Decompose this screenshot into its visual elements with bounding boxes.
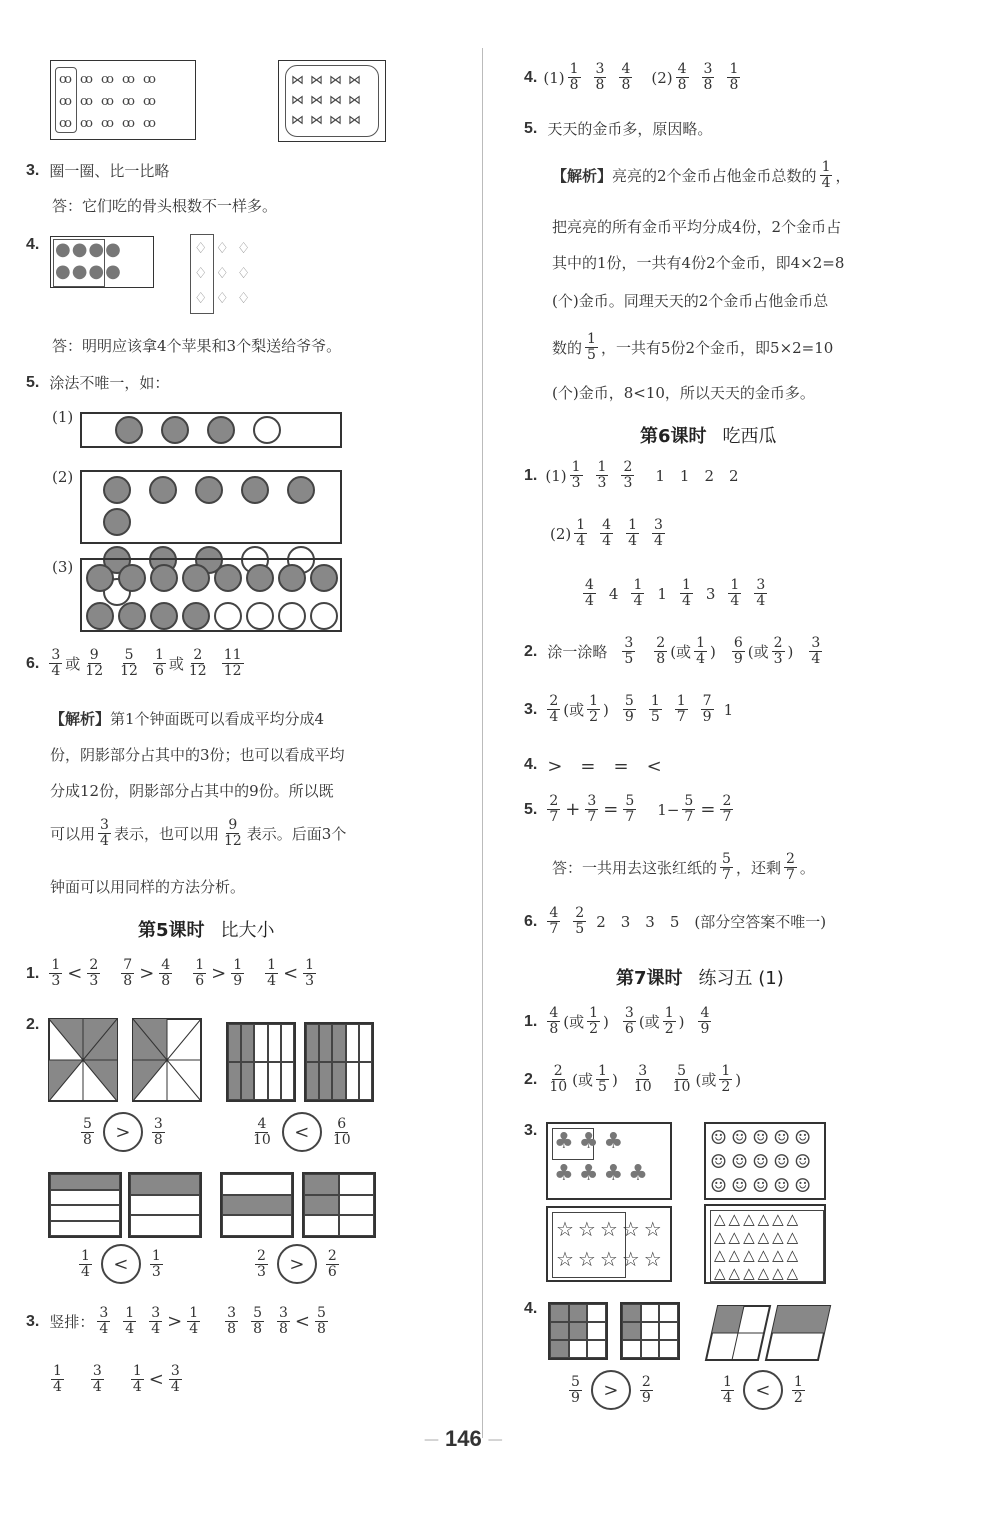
left-q6-number: 6. (26, 654, 40, 672)
rect-diagram-1-3 (128, 1172, 202, 1238)
or-text: 或 (65, 655, 81, 673)
l6q1-row3: $\frac{4}{4}$ 4 $\frac{1}{4}$ 1 $\frac{1}{4}$ 3 $\frac{1}{4}$ $\frac{3}{4}$ (585, 577, 766, 609)
square-diagram-5-8 (48, 1018, 118, 1102)
lesson6-heading: 第6课时 吃西瓜 (640, 426, 777, 447)
fraction: $\frac{9}{12}$ (85, 647, 104, 679)
l6q3-row: 3. $\frac{2}{4}$ (或 $\frac{1}{2}$ ) $\frac{5}{9}$ $\frac{1}{5}$ $\frac{1}{7}$ $\frac{7}{9}$ 1 (524, 693, 734, 725)
lesson7-heading: 第7课时 练习五 (1) (616, 968, 784, 989)
l7q3-number: 3. (524, 1122, 538, 1139)
rect-diagram-2-3 (220, 1172, 294, 1238)
left-q5-number: 5. (26, 373, 40, 391)
rect-diagram-1-4 (48, 1172, 122, 1238)
right-q4-row: 4. (1) $\frac{1}{8}$ $\frac{3}{8}$ $\frac{4}{8}$ (2) $\frac{4}{8}$ $\frac{3}{8}$ $\frac{1}{8}$ (524, 61, 739, 93)
l6q5-row: 5. $\frac{2}{7}$ + $\frac{3}{7}$ = $\frac{5}{7}$ 1− $\frac{5}{7}$ = $\frac{2}{7}$ (524, 793, 732, 825)
bar-diagram-6-10 (304, 1022, 374, 1102)
q6-analysis-line1: 【解析】 第1个钟面既可以看成平均分成4 (50, 710, 325, 728)
rect-diagram-2-6 (302, 1172, 376, 1238)
dots-row-2 (80, 470, 342, 544)
square-diagram-3-8 (132, 1018, 202, 1102)
q5-label-2: (2) (52, 468, 74, 486)
l5q2-compare-3: $\frac{1}{4}$ < $\frac{1}{3}$ (76, 1244, 166, 1284)
right-q5-analysis-5: 数的 $\frac{1}{5}$ ，一共有5份2个金币，即5×2=10 (552, 331, 834, 363)
l5q1-row: 1. $\frac{1}{3}$ < $\frac{2}{3}$ $\frac{7}{8}$ > $\frac{4}{8}$ $\frac{1}{6}$ > $\frac{1}{9}$ $\frac{1}{4}$ < $\frac{1}{3}$ (26, 957, 315, 989)
smiles-grouping-picture: ☺☺☺☺☺ ☺☺☺☺☺ ☺☺☺☺☺ (704, 1122, 826, 1200)
right-q5-analysis-3: 其中的1份，一共有4份2个金币，即4×2=8 (552, 254, 845, 272)
left-q3-text: 圈一圈、比一比略 (49, 162, 170, 180)
apples-picture: ●●●● ●●●● (50, 236, 154, 288)
pears-grouping-picture: ♣♣♣ ♣♣♣♣ (546, 1122, 672, 1200)
fraction: $\frac{1}{6}$ (154, 647, 164, 679)
parallelogram-diagram-1-4 (704, 1304, 772, 1362)
parallelogram-diagram-1-2 (764, 1304, 832, 1362)
left-q5-text: 涂法不唯一，如： (49, 374, 170, 392)
left-q3-number: 3. (26, 161, 40, 179)
l5q3-row1: 3. 竖排： $\frac{3}{4}$ $\frac{1}{4}$ $\frac{3}{4}$ > $\frac{1}{4}$ $\frac{3}{8}$ $\frac{5}{8}$ $\frac{3}{8}$ < $\frac{5}{8}$ (26, 1305, 326, 1337)
fraction: $\frac{2}{12}$ (188, 647, 207, 679)
l7q2-row: 2. $\frac{2}{10}$ (或 $\frac{1}{5}$ ) $\frac{3}{10}$ $\frac{5}{10}$ (或 $\frac{1}{2}$ ) (524, 1063, 742, 1095)
right-q5-row: 5. 天天的金币多，原因略。 (524, 119, 713, 138)
fraction: $\frac{5}{12}$ (120, 647, 138, 679)
l5q3-row2: $\frac{1}{4}$ $\frac{3}{4}$ $\frac{1}{4}$ < $\frac{3}{4}$ (53, 1363, 180, 1395)
l6q2-row: 2. 涂一涂略 $\frac{3}{5}$ $\frac{2}{8}$ (或 $\frac{1}{4}$ ) $\frac{6}{9}$ (或 $\frac{2}{3}$ ) $\frac{3}{4}$ (524, 635, 821, 667)
grid-diagram-5-9 (548, 1302, 608, 1360)
left-q3-answer: 答：它们吃的骨头根数不一样多。 (52, 197, 278, 215)
left-q4-number: 4. (26, 236, 40, 253)
stars-grouping-picture: ☆☆☆☆☆ ☆☆☆☆☆ (546, 1206, 672, 1282)
column-divider (482, 48, 483, 1438)
left-q4-answer: 答：明明应该拿4个苹果和3个梨送给爷爷。 (52, 337, 342, 355)
l6q5-answer: 答：一共用去这张红纸的 $\frac{5}{7}$ ，还剩 $\frac{2}{7}$ 。 (552, 851, 815, 883)
right-q5-analysis-2: 把亮亮的所有金币平均分成4份，2个金币占 (552, 218, 842, 236)
l6q4-row: 4. > = = < (524, 756, 662, 777)
right-q5-analysis-4: (个)金币。同理天天的2个金币占他金币总 (552, 292, 829, 310)
l5q2-compare-1: $\frac{5}{8}$ > $\frac{3}{8}$ (78, 1112, 168, 1152)
candies-picture: ⋈⋈⋈⋈ ⋈⋈⋈⋈ ⋈⋈⋈⋈ (278, 60, 386, 142)
q6-analysis-line3: 分成12份，阴影部分占其中的9份。所以既 (50, 782, 334, 800)
lesson5-heading: 第5课时 比大小 (138, 920, 275, 941)
q5-label-1: (1) (52, 408, 74, 426)
page-number: — 146 — (424, 1426, 503, 1451)
l7q4-compare-1: $\frac{5}{9}$ > $\frac{2}{9}$ (566, 1370, 656, 1410)
l7q1-row: 1. $\frac{4}{8}$ (或 $\frac{1}{2}$ ) $\frac{3}{6}$ (或 $\frac{1}{2}$ ) $\frac{4}{9}$ (524, 1005, 710, 1037)
bones-picture: ꝏꝏꝏꝏꝏ ꝏꝏꝏꝏꝏ ꝏꝏꝏꝏꝏ (50, 60, 196, 140)
pears-picture: ♢♢♢ ♢♢♢ ♢♢♢ (190, 234, 262, 314)
l7q4-number: 4. (524, 1300, 538, 1317)
l5q2-compare-2: $\frac{4}{10}$ < $\frac{6}{10}$ (248, 1112, 356, 1152)
q6-analysis-line2: 份，阴影部分占其中的3份；也可以看成平均 (50, 746, 345, 764)
l6q1-row2: (2) $\frac{1}{4}$ $\frac{4}{4}$ $\frac{1}{4}$ $\frac{3}{4}$ (550, 517, 663, 549)
right-q5-analysis-1: 【解析】 亮亮的2个金币占他金币总数的 $\frac{1}{4}$ ， (552, 159, 851, 191)
fraction: $\frac{11}{12}$ (223, 647, 242, 679)
dots-row-1 (80, 412, 342, 448)
l5q2-number: 2. (26, 1016, 40, 1033)
grid-diagram-2-9 (620, 1302, 680, 1360)
triangles-grouping-picture: △△△△△△ △△△△△△ △△△△△△ △△△△△△ (704, 1204, 826, 1284)
l6q1-row1: 1. (1) $\frac{1}{3}$ $\frac{1}{3}$ $\frac{2}{3}$ 1 1 2 2 (524, 459, 739, 491)
dots-row-3 (80, 558, 342, 632)
fraction: $\frac{3}{4}$ (51, 647, 61, 679)
q6-analysis-line5: 钟面可以用同样的方法分析。 (50, 878, 246, 896)
l7q4-compare-2: $\frac{1}{4}$ < $\frac{1}{2}$ (718, 1370, 808, 1410)
bar-diagram-4-10 (226, 1022, 296, 1102)
l5q2-compare-4: $\frac{2}{3}$ > $\frac{2}{6}$ (252, 1244, 342, 1284)
right-q5-analysis-6: (个)金币，8<10，所以天天的金币多。 (552, 384, 815, 402)
q6-analysis-line4: 可以用 $\frac{3}{4}$ 表示，也可以用 $\frac{9}{12}$ 表示。后面3个 (50, 817, 347, 849)
or-text: 或 (168, 655, 184, 673)
q5-label-3: (3) (52, 558, 74, 576)
l6q6-row: 6. $\frac{4}{7}$ $\frac{2}{5}$ 2 3 3 5 (部分空答案不唯一) (524, 905, 827, 937)
